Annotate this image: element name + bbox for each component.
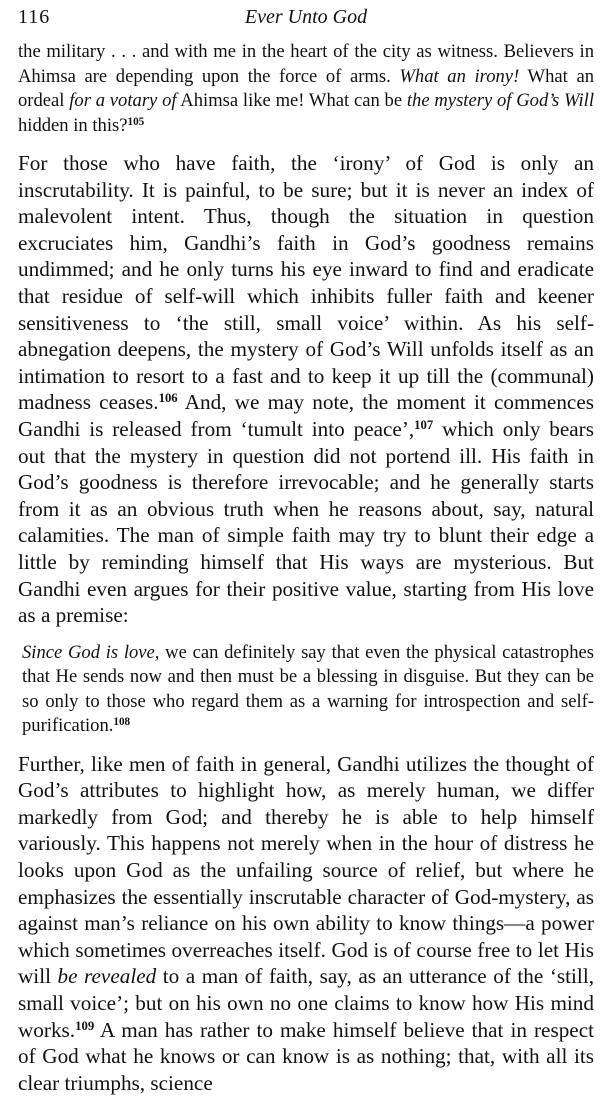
quote1-italic-1: What an irony! [399,65,520,87]
para2-text-3: A man has rather to make himself believe that in respect of God what he knows or can know is as nothing; that, with all its clear triumphs, science [18,1017,594,1095]
page-header [18,6,594,36]
quote1-italic-3: the mystery of God’s Will [406,90,595,111]
footnote-ref-109: 109 [75,1018,95,1033]
footnote-ref-107: 107 [414,417,434,432]
block-quote-1 [18,40,594,138]
footnote-ref-105: 105 [127,115,145,128]
book-page [18,6,595,1095]
quote1-text-3: Ahimsa like me! What can be [176,90,407,111]
block-quote-2 [22,641,594,739]
quote1-text-2: What an ordeal [18,65,595,111]
quote1-text-4: hidden in this? [18,114,128,136]
footnote-ref-108: 108 [113,716,131,729]
quote2-text-1: we can definitely say that even the physical catastrophes that He sends now and then must be a blessing in disguise. But they can be so only to those who regard them as a warning for introspection and self-purification. [22,641,594,737]
para1-text-1: For those who have faith, the ‘irony’ of God is only an inscrutability. It is painful, to be sure; but it is never an index of malevolent intent. Thus, though the situation in question excruciates him, Gandhi’s faith in God’s goodness remains undimmed; and he only turns his eye inward to find and eradicate that residue of self-will which inhibits fuller faith and keener sensitiveness to ‘the still, small voice’ within. As his self-abnegation deepens, the mystery of God’s Will unfolds itself as an intimation to resort to a fast and to keep it up till the (communal) madness ceases. [18,151,594,415]
para2-text-2: to a man of faith, say, as an utterance of the ‘still, small voice’; but on his own no one claims to know how His mind works. [18,964,594,1042]
para2-text-1: Further, like men of faith in general, Gandhi utilizes the thought of God’s attributes to highlight how, as merely human, we differ markedly from God; and thereby he is able to help himself variously. This happens not merely when in the hour of distress he looks upon God as the unfailing source of relief, but where he emphasizes the essentially inscrutable character of God-mystery, as against man’s reliance on his own ability to know things—a power which sometimes overreaches itself. God is of course free to let His will [18,751,594,989]
para1-text-3: which only bears out that the mystery in question did not portend ill. His faith in God’s goodness is therefore irrevocable; and he generally starts from it as an obvious truth when he reasons about, say, natural calamities. The man of simple faith may try to blunt their edge a little by reminding himself that His ways are mysterious. But Gandhi even argues for their positive value, starting from His love as a premise: [18,416,594,628]
quote2-italic-1: Since God is love, [22,641,160,663]
running-title: Ever Unto God [244,6,368,28]
quote1-italic-2: for a votary of [69,90,177,111]
body-paragraph-1 [18,150,594,629]
quote1-text-1: the military . . . and with me in the heart of the city as witness. Believers in Ahimsa are depending upon the force of arms. [18,41,594,87]
para2-italic-1: be revealed [57,964,157,989]
page-number: 116 [18,6,51,28]
footnote-ref-106: 106 [158,391,178,406]
body-paragraph-2 [18,751,594,1096]
para1-text-2: And, we may note, the moment it commences Gandhi is released from ‘tumult into peace’, [18,390,594,441]
